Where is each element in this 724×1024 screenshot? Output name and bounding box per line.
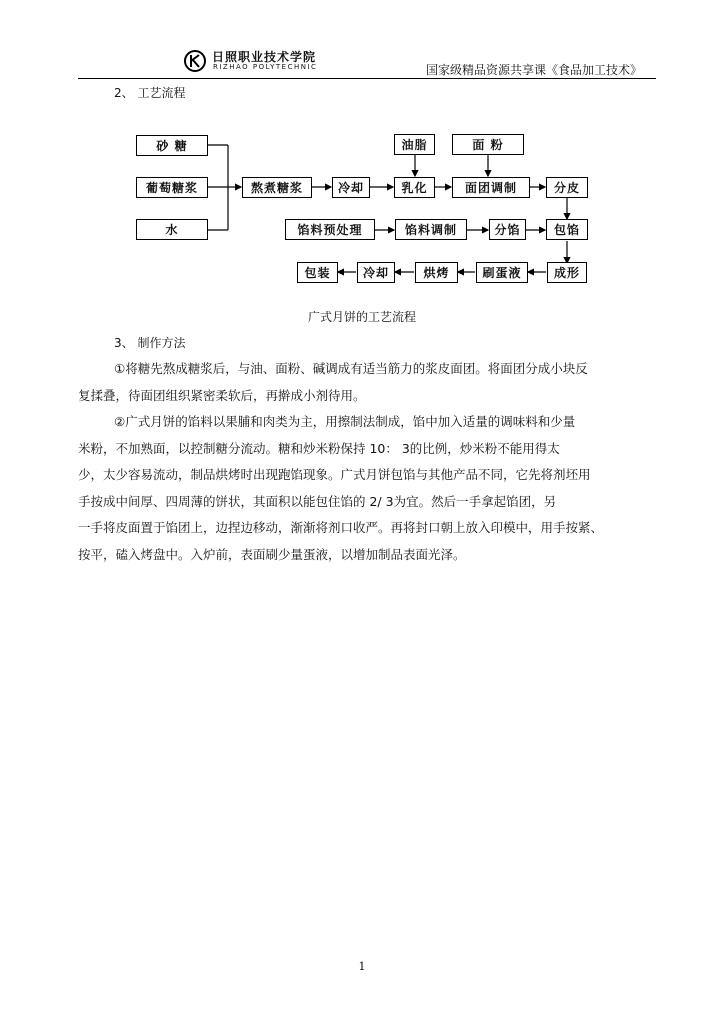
box-baking: 烘烤: [415, 262, 458, 283]
page-number: 1: [358, 960, 366, 973]
box-water: 水: [136, 219, 208, 240]
box-filling-pretreat: 馅料预处理: [285, 219, 375, 240]
box-sugar: 砂 糖: [136, 135, 208, 156]
box-shaping: 成形: [547, 262, 587, 283]
box-divide-filling: 分馅: [489, 219, 526, 240]
box-emulsify: 乳化: [394, 177, 435, 198]
box-oil: 油脂: [394, 134, 435, 155]
flowchart-caption: 广式月饼的工艺流程: [307, 310, 416, 324]
box-divide-skin: 分皮: [546, 177, 588, 198]
process-flowchart: [120, 120, 600, 292]
section-heading-process: 2、 工艺流程: [114, 86, 186, 100]
text-line: ②广式月饼的馅料以果脯和肉类为主，用擦制法制成，馅中加入适量的调味料和少量: [114, 414, 576, 429]
box-cooling: 冷却: [357, 262, 395, 283]
box-packing: 包装: [297, 262, 338, 283]
text-line: 手按成中间厚、四周薄的饼状，其面积以能包住馅的 2/ 3为宜。然后一手拿起馅团，另: [78, 493, 557, 509]
college-name-en: RIZHAO POLYTECHNIC: [213, 63, 318, 71]
text-line: 按平，磕入烤盘中。入炉前，表面刷少量蛋液，以增加制品表面光泽。: [78, 546, 466, 562]
text-line: 复揉叠，待面团组织紧密柔软后，再擀成小剂待用。: [78, 387, 366, 403]
section-heading-method: 3、 制作方法: [114, 336, 186, 350]
box-flour: 面 粉: [452, 134, 524, 155]
box-boil-syrup: 熬煮糖浆: [242, 177, 312, 198]
text-line: 一手将皮面置于馅团上，边捏边移动，渐渐将剂口收严。再将封口朝上放入印模中，用手按紧、: [78, 520, 604, 535]
box-dough-mixing: 面团调制: [452, 177, 530, 198]
text-line: 少，太少容易流动，制品烘烤时出现跑馅现象。广式月饼包馅与其他产品不同，它先将剂坯用: [78, 467, 591, 482]
box-filling-mixing: 馅料调制: [395, 219, 467, 240]
method-text: [78, 356, 664, 568]
text-line: ①将糖先熬成糖浆后，与油、面粉、碱调成有适当筋力的浆皮面团。将面团分成小块反: [114, 361, 588, 376]
box-wrap-filling: 包馅: [546, 219, 588, 240]
header-divider: [78, 78, 656, 79]
box-egg-wash: 刷蛋液: [476, 262, 528, 283]
course-title: 国家级精品资源共享课《食品加工技术》: [426, 63, 643, 77]
college-logo-icon: [184, 50, 206, 72]
box-cool-syrup: 冷却: [332, 177, 370, 198]
box-glucose-syrup: 葡萄糖浆: [136, 177, 208, 198]
text-line: 米粉，不加熟面，以控制糖分流动。糖和炒米粉保持 10： 3的比例，炒米粉不能用得太: [78, 440, 560, 456]
college-name-cn: 日照职业技术学院: [212, 50, 317, 64]
